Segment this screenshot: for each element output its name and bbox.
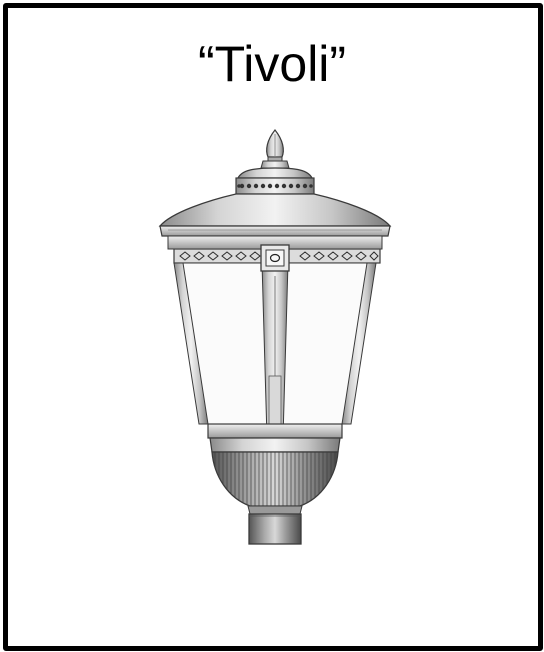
ribbed-bowl — [212, 452, 338, 514]
product-title: “Tivoli” — [197, 36, 347, 92]
cap-dome — [236, 168, 314, 194]
canopy-roof — [160, 194, 390, 236]
center-medallion — [261, 245, 289, 271]
lantern-illustration — [150, 126, 400, 546]
finial — [261, 130, 289, 168]
post-fitter — [249, 514, 301, 544]
lower-collar — [208, 424, 342, 452]
glass-panels — [174, 263, 376, 438]
